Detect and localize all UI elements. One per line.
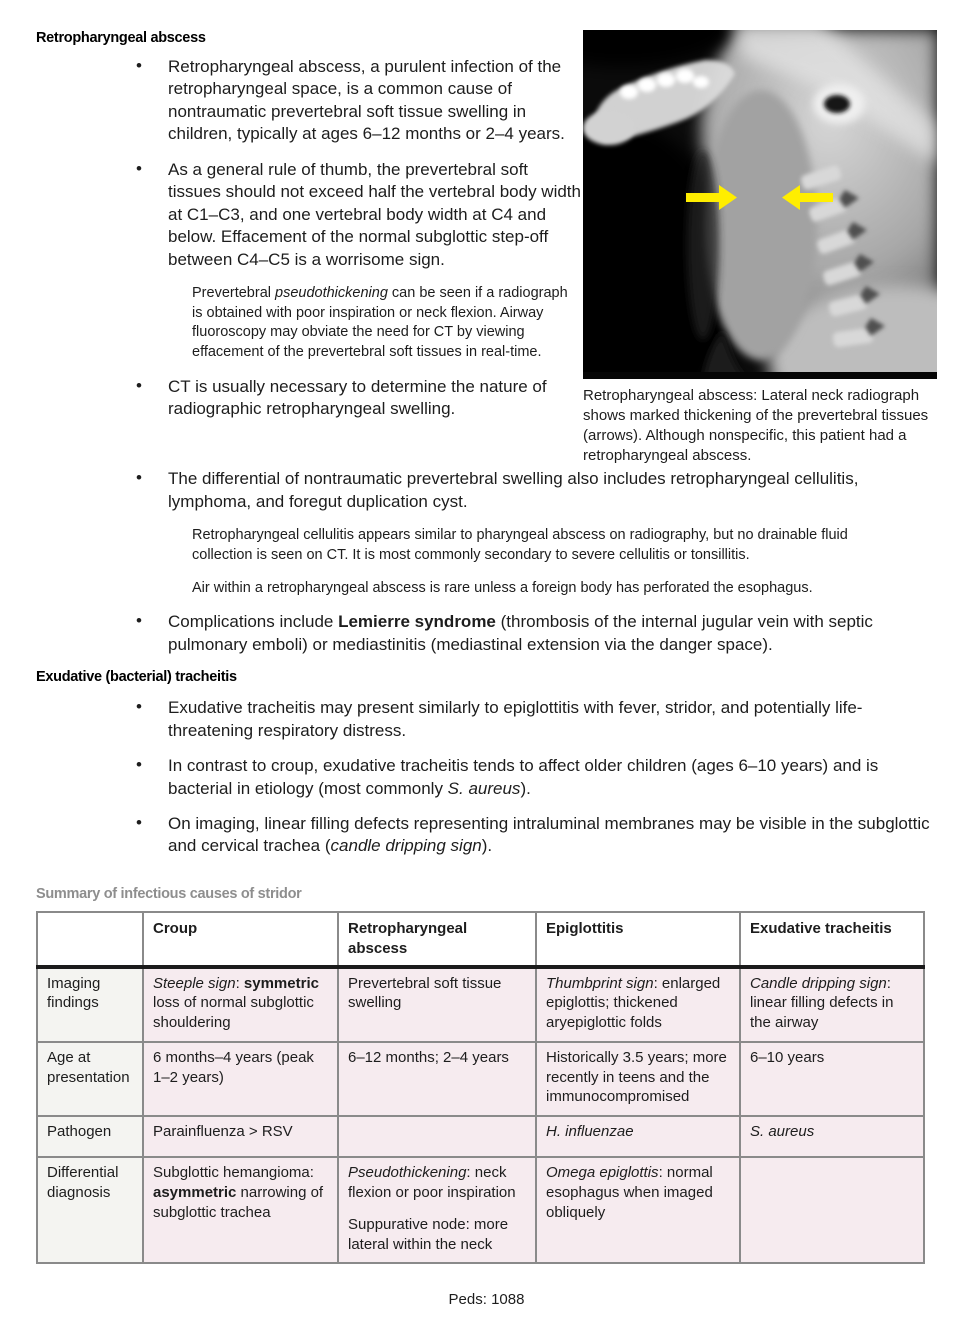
bullet-dot-icon: • xyxy=(136,468,142,488)
column-header-exudative-tracheitis: Exudative tracheitis xyxy=(740,912,924,967)
lateral-neck-radiograph-image xyxy=(583,30,937,379)
table-title: Summary of infectious causes of stridor xyxy=(36,885,302,902)
section-heading-retropharyngeal-abscess: Retropharyngeal abscess xyxy=(36,30,206,46)
table-cell: 6–12 months; 2–4 years xyxy=(338,1042,536,1116)
section-heading-exudative-tracheitis: Exudative (bacterial) tracheitis xyxy=(36,669,237,686)
bullet-dot-icon: • xyxy=(136,158,142,178)
page-number-footer: Peds: 1088 xyxy=(448,1291,525,1309)
bullet-item xyxy=(36,468,937,513)
stridor-summary-table xyxy=(36,911,925,1265)
row-label: Pathogen xyxy=(37,1116,143,1157)
table-cell: Subglottic hemangioma: asymmetric narrowing of subglottic trachea xyxy=(143,1157,338,1263)
bullet-text: As a general rule of thumb, the prevertebral soft tissues should not exceed half the vertebral body width at C1–C3, and one vertebral body width at C4 and below. Effacement of the normal subglottic step-off between C4–C5 is a worrisome sign. xyxy=(168,159,581,269)
table-cell: Pseudothickening: neck flexion or poor inspiration Suppurative node: more lateral within the neck xyxy=(338,1157,536,1263)
table-cell: Parainfluenza > RSV xyxy=(143,1116,338,1157)
bullet-item xyxy=(36,813,937,858)
bullet-item xyxy=(36,755,937,800)
bullet-text: CT is usually necessary to determine the nature of radiographic retropharyngeal swelling. xyxy=(168,376,547,419)
column-header-retropharyngeal-abscess: Retropharyngeal abscess xyxy=(338,912,536,967)
left-text-column xyxy=(36,30,583,466)
table-cell: 6 months–4 years (peak 1–2 years) xyxy=(143,1042,338,1116)
indented-note: Retropharyngeal cellulitis appears similar to pharyngeal abscess on radiography, but no drainable fluid collection is seen on CT. It is most commonly secondary to severe cellulitis or tonsillitis. xyxy=(192,527,848,563)
table-cell: S. aureus xyxy=(740,1116,924,1157)
bullet-dot-icon: • xyxy=(136,56,142,75)
bullet-text: Complications include Lemierre syndrome (thrombosis of the internal jugular vein with septic pulmonary emboli) or mediastinitis (mediastinal extension via the danger space). xyxy=(168,612,873,654)
indented-note: Prevertebral pseudothickening can be seen if a radiograph is obtained with poor inspiration or neck flexion. Airway fluoroscopy may obviate the need for CT by viewing effacement of the prevertebral soft tissues in real-time. xyxy=(192,284,568,361)
table-header-row xyxy=(37,912,924,967)
bullet-item xyxy=(36,376,583,421)
table-row-pathogen xyxy=(37,1116,924,1157)
column-header-epiglottitis: Epiglottitis xyxy=(536,912,740,967)
row-label: Imaging findings xyxy=(37,967,143,1042)
bullet-dot-icon: • xyxy=(136,755,142,775)
bullet-item xyxy=(36,56,583,146)
figure-caption: Retropharyngeal abscess: Lateral neck radiograph shows marked thickening of the prevertebral tissues (arrows). Although nonspecific, this patient had a retropharyngeal abscess. xyxy=(583,387,929,465)
row-label: Age at presentation xyxy=(37,1042,143,1116)
bullet-item xyxy=(36,697,937,742)
radiograph-figure xyxy=(583,30,937,466)
table-cell xyxy=(740,1157,924,1263)
indented-note: Air within a retropharyngeal abscess is rare unless a foreign body has perforated the esophagus. xyxy=(192,579,813,596)
bullet-text: On imaging, linear filling defects representing intraluminal membranes may be visible in the subglottic and cervical trachea (candle dripping sign). xyxy=(168,814,930,856)
table-row-age-at-presentation xyxy=(37,1042,924,1116)
table-cell: Thumbprint sign: enlarged epiglottis; thickened aryepiglottic folds xyxy=(536,967,740,1042)
table-cell: 6–10 years xyxy=(740,1042,924,1116)
bullet-dot-icon: • xyxy=(136,697,142,717)
table-cell: Candle dripping sign: linear filling defects in the airway xyxy=(740,967,924,1042)
full-width-text-area xyxy=(36,468,937,858)
table-row-imaging-findings xyxy=(37,967,924,1042)
table-cell: Prevertebral soft tissue swelling xyxy=(338,967,536,1042)
bullet-dot-icon: • xyxy=(136,611,142,631)
table-corner-cell xyxy=(37,912,143,967)
bullet-text: Retropharyngeal abscess, a purulent infection of the retropharyngeal space, is a common cause of nontraumatic prevertebral soft tissue swelling in children, typically at ages 6–12 months or 2–4 years. xyxy=(168,57,565,144)
table-cell xyxy=(338,1116,536,1157)
column-header-croup: Croup xyxy=(143,912,338,967)
bullet-dot-icon: • xyxy=(136,813,142,833)
bullet-text: Exudative tracheitis may present similarly to epiglottitis with fever, stridor, and potentially life-threatening respiratory distress. xyxy=(168,698,863,740)
bullet-text: In contrast to croup, exudative tracheitis tends to affect older children (ages 6–10 years) and is bacterial in etiology (most commonly S. aureus). xyxy=(168,756,879,798)
bullet-dot-icon: • xyxy=(136,375,142,395)
table-cell: Omega epiglottis: normal esophagus when imaged obliquely xyxy=(536,1157,740,1263)
bullet-text: The differential of nontraumatic prevertebral swelling also includes retropharyngeal cellulitis, lymphoma, and foregut duplication cyst. xyxy=(168,469,859,511)
table-row-differential-diagnosis xyxy=(37,1157,924,1263)
row-label: Differential diagnosis xyxy=(37,1157,143,1263)
bullet-item xyxy=(36,611,937,656)
table-cell: Historically 3.5 years; more recently in teens and the immunocompromised xyxy=(536,1042,740,1116)
table-cell: H. influenzae xyxy=(536,1116,740,1157)
top-two-column-area xyxy=(36,30,937,466)
table-cell: Steeple sign: symmetric loss of normal subglottic shouldering xyxy=(143,967,338,1042)
bullet-item xyxy=(36,159,583,271)
